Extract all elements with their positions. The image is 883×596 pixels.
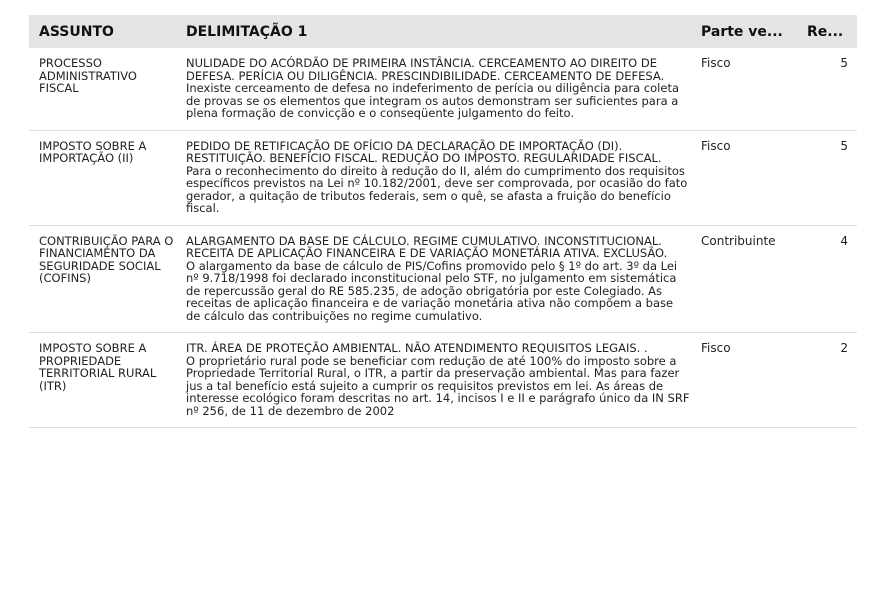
parte-cell: Contribuinte xyxy=(701,233,776,248)
column-header-delimitacao[interactable]: DELIMITAÇÃO 1 xyxy=(186,23,308,40)
table-row[interactable] xyxy=(29,48,857,131)
assunto-cell: IMPOSTO SOBRE A PROPRIEDADE TERRITORIAL RURAL (ITR) xyxy=(39,341,157,393)
delimitacao-cell xyxy=(176,48,691,130)
delimitacao-text: O proprietário rural pode se beneficiar com redução de até 100% do imposto sobre a Propriedade Territorial Rural, o ITR, a partir da preservação ambiental. Mas para fazer jus a tal benefício está sujeito a cumprir os requisitos previstos em lei. As áreas de interesse ecológico foram descritas no art. 14, incisos I e II e parágrafo único da IN SRF nº 256, de 11 de dezembro de 2002 xyxy=(186,353,690,418)
results-table xyxy=(29,15,857,428)
delimitacao-cell xyxy=(176,333,691,427)
re-cell: 4 xyxy=(840,233,848,248)
delimitacao-text: O alargamento da base de cálculo de PIS/Cofins promovido pelo § 1º do art. 3º da Lei nº 9.718/1998 foi declarado inconstitucional pelo STF, no julgamento em sistemática de repercussão geral do RE 585.235, de adoção obrigatória por este Colegiado. As receitas de aplicação financeira e de variação monetária ativa não compõem a base de cálculo das contribuições no regime cumulativo. xyxy=(186,258,678,323)
re-cell: 5 xyxy=(840,56,848,70)
assunto-cell: CONTRIBUIÇÃO PARA O FINANCIAMENTO DA SEGURIDADE SOCIAL (COFINS) xyxy=(39,233,174,285)
delimitacao-title: PEDIDO DE RETIFICAÇÃO DE OFÍCIO DA DECLARAÇÃO DE IMPORTAÇÃO (DI). RESTITUIÇÃO. BENEFÍCIO FISCAL. REDUÇÃO DO IMPOSTO. REGULARIDADE FISCAL. xyxy=(186,138,662,165)
parte-cell: Fisco xyxy=(701,138,731,153)
delimitacao-title: ALARGAMENTO DA BASE DE CÁLCULO. REGIME CUMULATIVO. INCONSTITUCIONAL. RECEITA DE APLICAÇÃO FINANCEIRA E DE VARIAÇÃO MONETÁRIA ATIVA. EXCLUSÃO. xyxy=(186,233,668,260)
column-header-re[interactable]: Re... xyxy=(807,23,844,40)
parte-cell: Fisco xyxy=(701,341,731,355)
delimitacao-cell xyxy=(176,226,691,333)
re-cell: 5 xyxy=(840,138,848,153)
table-row[interactable] xyxy=(29,131,857,226)
delimitacao-cell xyxy=(176,131,691,225)
delimitacao-title: ITR. ÁREA DE PROTEÇÃO AMBIENTAL. NÃO ATENDIMENTO REQUISITOS LEGAIS. . xyxy=(186,341,648,355)
re-cell: 2 xyxy=(840,341,848,355)
table-header xyxy=(29,15,857,48)
delimitacao-text: Para o reconhecimento do direito à redução do II, além do cumprimento dos requisitos específicos previstos na Lei nº 10.182/2001, deve ser comprovada, por ocasião do fato gerador, a quitação de tributos federais, sem o quê, se afasta a fruição do benefício fiscal. xyxy=(186,163,688,215)
assunto-cell: PROCESSO ADMINISTRATIVO FISCAL xyxy=(39,56,137,95)
column-header-parte-vencedora[interactable]: Parte ve... xyxy=(701,23,783,40)
parte-cell: Fisco xyxy=(701,56,731,70)
table-row[interactable] xyxy=(29,333,857,428)
delimitacao-text: Inexiste cerceamento de defesa no indeferimento de perícia ou diligência para coleta de provas se os elementos que integram os autos demonstram ser suficientes para a plena formação de convicção e o conseqüente julgamento do feito. xyxy=(186,81,680,120)
column-header-assunto[interactable]: ASSUNTO xyxy=(39,23,114,40)
delimitacao-title: NULIDADE DO ACÓRDÃO DE PRIMEIRA INSTÂNCIA. CERCEAMENTO AO DIREITO DE DEFESA. PERÍCIA OU DILIGÊNCIA. PRESCINDIBILIDADE. CERCEAMENTO DE DEFESA. xyxy=(186,56,665,83)
table-row[interactable] xyxy=(29,226,857,334)
assunto-cell: IMPOSTO SOBRE A IMPORTAÇÃO (II) xyxy=(39,138,147,165)
